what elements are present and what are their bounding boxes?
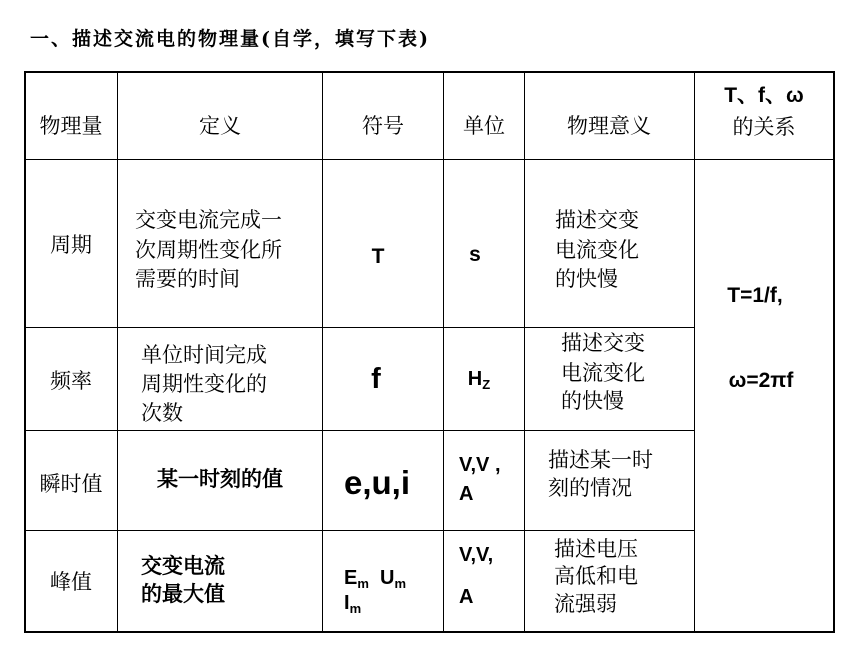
- frequency-definition-line: 周期性变化的: [141, 372, 267, 396]
- column-divider: [694, 72, 695, 632]
- period-meaning-line: 电流变化: [555, 238, 639, 262]
- instant-name: 瞬时值: [39, 472, 103, 496]
- peak-symbol-u: U: [380, 567, 395, 589]
- period-definition-line: 需要的时间: [135, 267, 240, 291]
- instant-unit-line: V,V ,: [459, 454, 501, 476]
- peak-meaning-line: 流强弱: [554, 592, 617, 616]
- frequency-symbol: f: [371, 363, 381, 395]
- row-divider: [25, 530, 694, 531]
- peak-meaning-line: 描述电压: [554, 537, 638, 561]
- period-definition-line: 次周期性变化所: [135, 238, 282, 262]
- peak-unit-line: V,V,: [459, 544, 494, 566]
- column-divider: [322, 72, 323, 632]
- peak-meaning-line: 高低和电: [554, 564, 638, 588]
- header-unit: 单位: [463, 114, 505, 138]
- instant-definition: 某一时刻的值: [157, 468, 283, 491]
- frequency-definition-line: 单位时间完成: [141, 343, 267, 367]
- header-meaning: 物理意义: [567, 114, 651, 138]
- peak-symbol-u-sub: m: [394, 576, 407, 591]
- period-meaning-line: 的快慢: [555, 267, 618, 291]
- peak-symbol-e-sub: m: [357, 576, 369, 591]
- frequency-meaning-line: 描述交变: [561, 331, 645, 355]
- header-quantity: 物理量: [39, 114, 103, 138]
- column-divider: [524, 72, 525, 632]
- period-meaning-line: 描述交变: [555, 208, 639, 232]
- header-symbol: 符号: [362, 114, 404, 138]
- frequency-meaning-line: 的快慢: [561, 389, 624, 413]
- frequency-definition-line: 次数: [141, 401, 183, 425]
- frequency-unit: [468, 366, 490, 398]
- peak-definition-line: 交变电流: [141, 555, 225, 578]
- page-heading: 一、描述交流电的物理量(自学，填写下表): [30, 28, 430, 50]
- column-divider: [117, 72, 118, 632]
- frequency-meaning-line: 电流变化: [561, 361, 645, 385]
- frequency-unit-main: H: [467, 368, 483, 390]
- instant-meaning-line: 描述某一时: [548, 448, 653, 472]
- instant-unit-line: A: [459, 483, 474, 505]
- instant-meaning-line: 刻的情况: [548, 476, 632, 500]
- period-unit: s: [469, 243, 481, 266]
- frequency-name: 频率: [50, 369, 92, 393]
- header-relation-line2: 的关系: [732, 115, 796, 139]
- row-divider: [25, 159, 834, 160]
- frequency-unit-sub: Z: [482, 377, 491, 392]
- period-symbol: T: [371, 245, 385, 268]
- peak-unit-line: A: [459, 586, 474, 608]
- peak-definition-line: 的最大值: [141, 583, 225, 606]
- period-definition-line: 交变电流完成一: [135, 208, 282, 232]
- peak-symbol-e: E: [344, 567, 358, 589]
- peak-symbol-i: [344, 590, 361, 622]
- header-relation-line1: T、f、ω: [724, 84, 804, 107]
- peak-symbol-i-sub: m: [349, 601, 362, 616]
- peak-name: 峰值: [50, 570, 92, 594]
- column-divider: [443, 72, 444, 632]
- relation-period-frequency: T=1/f,: [727, 284, 783, 307]
- relation-angular-frequency: ω=2πf: [728, 369, 794, 392]
- header-definition: 定义: [199, 114, 241, 138]
- row-divider: [25, 430, 694, 431]
- row-divider: [25, 327, 694, 328]
- instant-symbol: e,u,i: [343, 464, 411, 501]
- period-name: 周期: [50, 233, 92, 257]
- peak-symbol-i-main: I: [344, 592, 350, 614]
